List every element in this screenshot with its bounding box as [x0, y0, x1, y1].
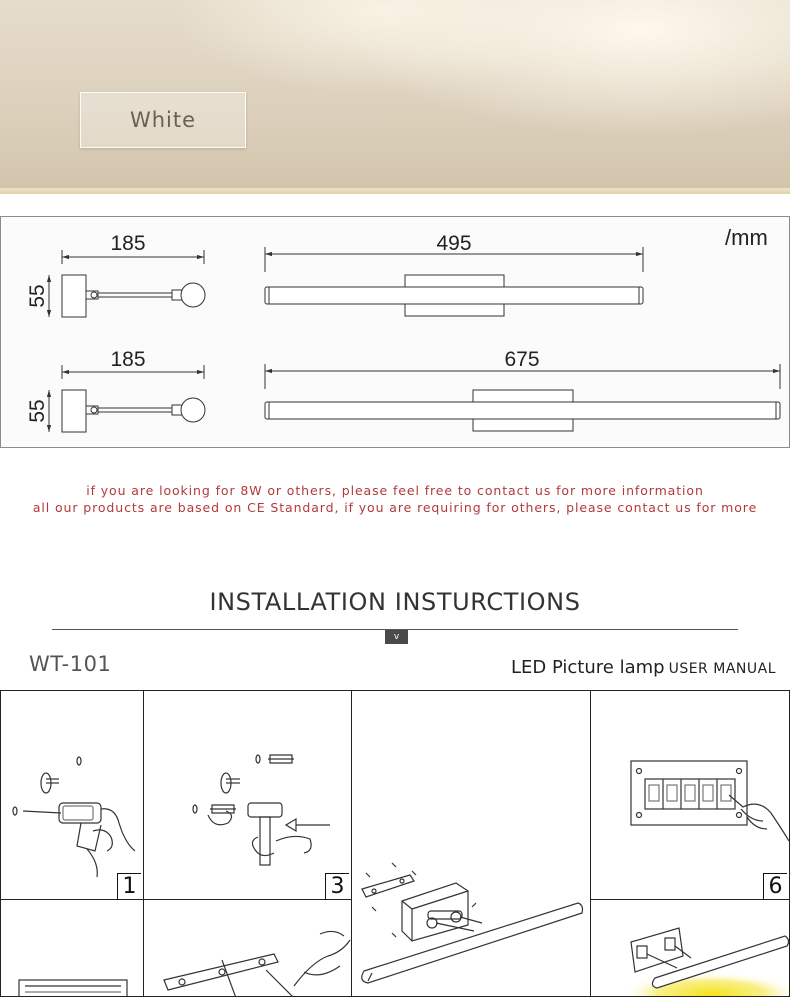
unit-label: /mm — [725, 225, 768, 250]
installation-title: INSTALLATION INSTURCTIONS — [209, 588, 581, 616]
notice-line-2: all our products are based on CE Standard, if you are requiring for others, please contact us for more — [32, 500, 758, 515]
step-lit-panel — [590, 899, 790, 997]
side-view-2 — [26, 348, 205, 432]
front-view-1 — [265, 232, 643, 316]
section-marker: v — [385, 630, 408, 644]
step-number: 3 — [325, 873, 349, 899]
length-label: 675 — [504, 348, 540, 371]
step-1-panel — [0, 690, 144, 900]
screwdriver-icon — [144, 900, 352, 997]
installation-steps — [0, 690, 790, 997]
length-label: 495 — [436, 232, 472, 255]
mounted-lamp-icon — [352, 691, 591, 997]
step-number: 6 — [763, 873, 787, 899]
side-view-1 — [26, 232, 205, 317]
step-6-panel — [590, 690, 790, 900]
step-number: 1 — [117, 873, 141, 899]
dimension-drawing — [0, 216, 790, 448]
terminal-block-icon — [591, 691, 790, 900]
step-bracket-panel — [143, 899, 352, 997]
color-label: White — [80, 92, 246, 148]
step-3-panel — [143, 690, 352, 900]
hammer-icon — [144, 691, 352, 900]
side-height-label: 55 — [26, 284, 49, 308]
drill-icon — [1, 691, 144, 900]
lit-lamp-icon — [591, 900, 790, 997]
step-plate-panel — [0, 899, 144, 997]
step-mount-panel — [351, 690, 591, 997]
notice-line-1: if you are looking for 8W or others, please feel free to contact us for more information — [86, 483, 704, 498]
manual-title-suffix: USER MANUAL — [668, 661, 776, 677]
model-number: WT-101 — [29, 652, 112, 676]
side-width-label: 185 — [110, 232, 146, 255]
wall-plate-icon — [1, 900, 144, 997]
side-height-label: 55 — [26, 399, 49, 423]
front-view-2 — [265, 348, 780, 431]
side-width-label: 185 — [110, 348, 146, 371]
hero-banner — [0, 0, 790, 194]
manual-title — [511, 657, 776, 678]
manual-title-main: LED Picture lamp — [510, 657, 665, 678]
